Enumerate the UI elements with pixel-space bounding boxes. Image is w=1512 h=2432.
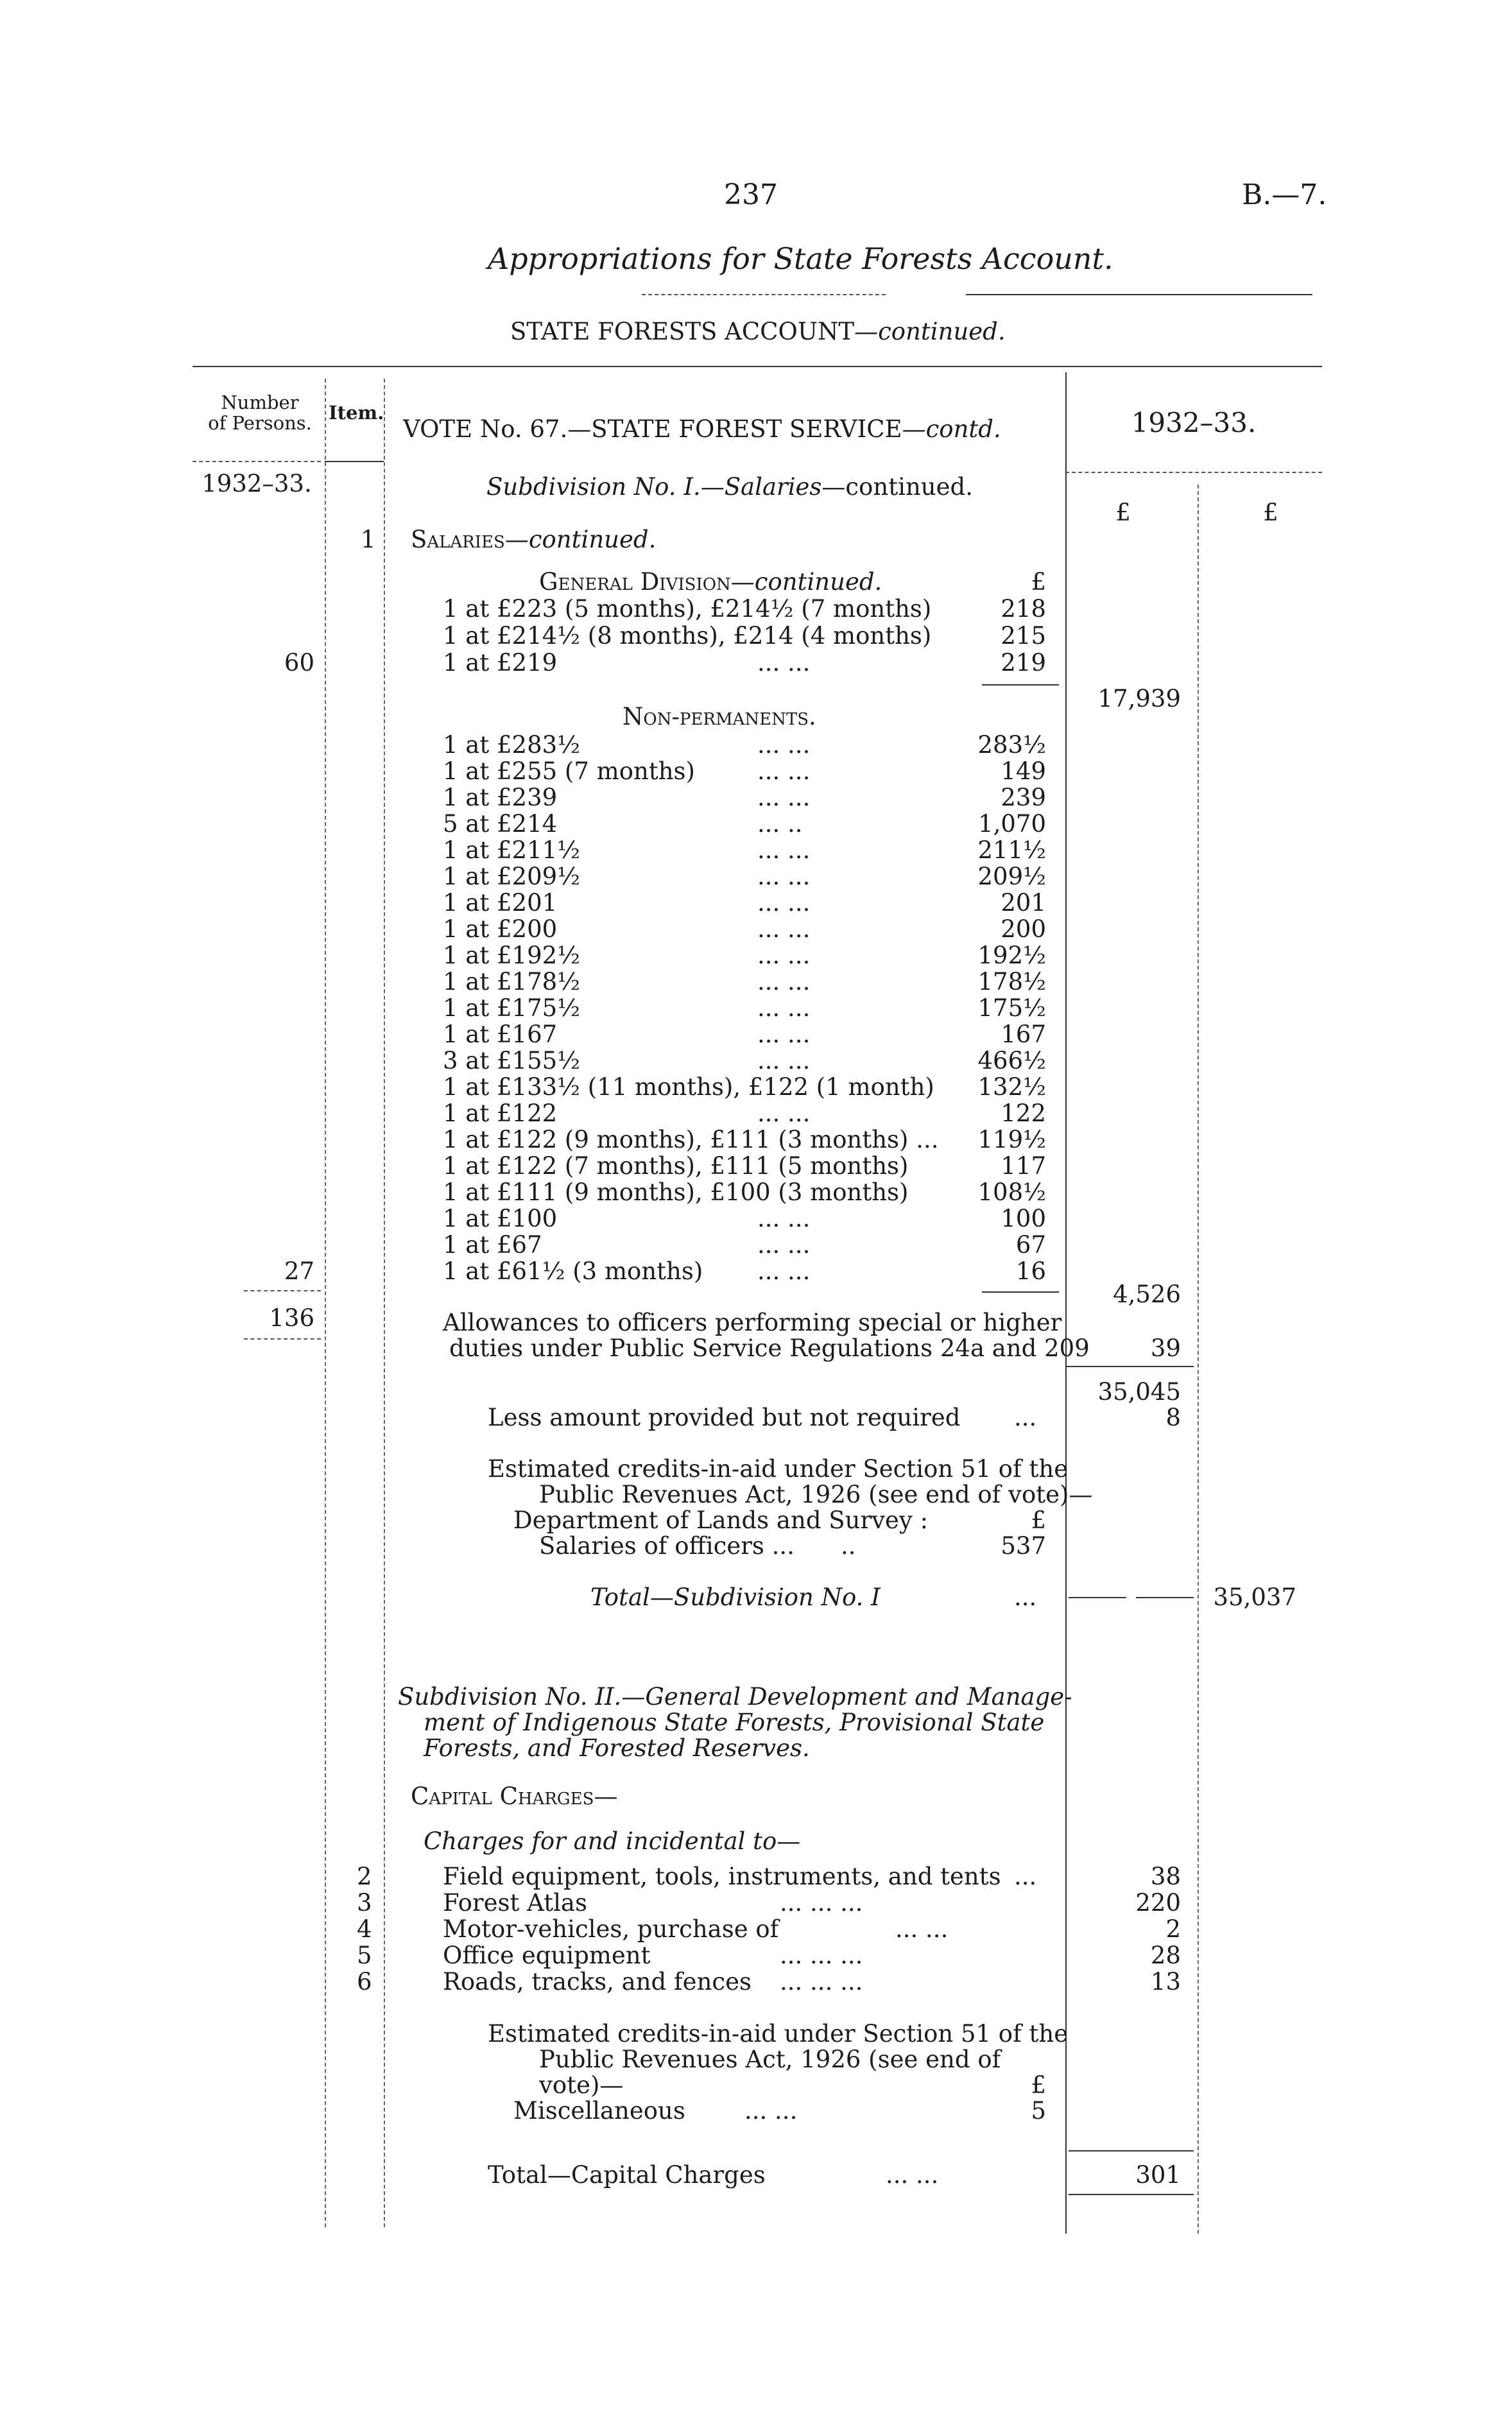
row-amount: 67 [1015,1231,1046,1259]
title-rule-right [966,294,1312,295]
row-description: 1 at £211½ [443,836,581,864]
item-number: 3 [357,1889,372,1917]
row-amount: 122 [1001,1100,1046,1127]
year-header: 1932–33. [1131,407,1257,438]
row-dots: ... ... [895,1915,949,1943]
credits-dots: .. [841,1532,856,1560]
row-dots: ... ... [757,649,811,677]
row-description: 1 at £167 [443,1021,558,1048]
persons-header-rule [193,461,321,462]
charges-for-heading: Charges for and incidental to— [424,1827,801,1855]
row-description: 1 at £61½ (3 months) [443,1257,703,1285]
section-subtitle: STATE FORESTS ACCOUNT—continued. [510,318,1006,345]
capital-charges-total-label: Total—Capital Charges [488,2161,766,2189]
item-number: 5 [357,1942,372,1969]
row-amount: 1,070 [978,810,1046,838]
row-dots: ... ... [757,1047,811,1074]
row-amount: 283½ [977,731,1046,759]
row-description: 1 at £219 [443,649,558,677]
allowances-line1: Allowances to officers performing special or higher [443,1309,1062,1336]
row-dots: ... ... ... [780,1968,863,1996]
row-amount: 132½ [977,1073,1046,1101]
credits-line3: Department of Lands and Survey : [513,1506,929,1534]
row-description: 1 at £175½ [443,994,581,1022]
subdivision-2-heading-line1: Subdivision No. II.—General Development and Manage- [398,1683,1072,1711]
row-amount: 108½ [977,1178,1046,1206]
row-dots: ... [1014,1863,1037,1890]
row-dots: ... ... [757,1100,811,1127]
row-description: 1 at £67 [443,1231,542,1259]
row-amount: 200 [1001,915,1046,943]
inner-amount-column-rule [1198,485,1199,2234]
row-amount: 149 [1001,757,1046,785]
title-rule [642,294,886,295]
general-division-persons: 60 [284,649,314,677]
row-amount: 201 [1001,889,1046,917]
persons-subtotal-rule [244,1290,321,1291]
row-description: Office equipment [443,1942,651,1969]
row-dots: ... ... [757,731,811,759]
less-amount-value: 8 [1165,1404,1181,1431]
row-description: 5 at £214 [443,810,558,838]
allowances-line2: duties under Public Service Regulations 24a and 209 [449,1334,1090,1362]
credits-line2: Public Revenues Act, 1926 (see end of vote)— [539,1481,1093,1508]
row-dots: ... ... ... [780,1942,863,1969]
salaries-heading: Salaries—continued. [411,526,657,553]
row-dots: ... .. [757,810,803,838]
allowances-amount: 39 [1150,1334,1181,1362]
row-amount: 2 [1165,1915,1181,1943]
item-header-rule [325,461,384,462]
row-amount: 239 [1001,784,1046,811]
row-amount: 117 [1001,1152,1046,1180]
row-dots: ... ... [757,968,811,996]
row-amount: 178½ [977,968,1046,996]
credits-line1: Estimated credits-in-aid under Section 51 of the [488,1455,1069,1483]
item-number: 2 [357,1863,372,1890]
row-description: Motor-vehicles, purchase of [443,1915,779,1943]
item-header: Item. [329,402,384,424]
capital-total-bottom-rule [1069,2194,1194,2195]
row-description: 1 at £214½ (8 months), £214 (4 months) [443,622,932,650]
row-dots: ... ... [757,836,811,864]
capital-charges-total: 301 [1135,2161,1181,2189]
table-top-rule [193,366,1322,367]
amount-column-rule [1065,372,1067,2234]
subdivision-2-heading-line2: ment of Indigenous State Forests, Provisional State [424,1709,1045,1736]
non-permanents-heading: Non-permanents. [623,703,816,730]
persons-header-line1: Number [221,392,299,413]
credits-pound-sign: £ [1031,1506,1046,1534]
miscellaneous-dots: ... ... [744,2097,798,2125]
row-dots: ... ... ... [780,1889,863,1917]
vote-heading: VOTE No. 67.—STATE FOREST SERVICE—contd. [403,415,1001,443]
row-amount: 211½ [977,836,1046,864]
gross-total: 35,045 [1097,1378,1181,1406]
page-title: Appropriations for State Forests Account. [488,241,1113,276]
row-description: 1 at £209½ [443,863,581,890]
capital-total-rule [1069,2150,1194,2152]
subdivision-2-heading-line3: Forests, and Forested Reserves. [424,1734,810,1762]
subdivision-1-total-label: Total—Subdivision No. I [590,1583,881,1611]
row-dots: ... ... [757,1231,811,1259]
row-amount: 209½ [977,863,1046,890]
capital-charges-heading: Capital Charges— [411,1782,618,1810]
row-dots: ... ... [757,863,811,890]
document-reference: B.—7. [1242,178,1327,211]
row-dots: ... ... [757,1021,811,1048]
row-description: 1 at £239 [443,784,558,811]
row-amount: 100 [1001,1205,1046,1232]
general-division-total: 17,939 [1097,685,1181,712]
total-dash-left [1069,1597,1126,1598]
row-description: 1 at £111 (9 months), £100 (3 months) [443,1178,909,1206]
row-dots: ... ... [757,942,811,969]
row-description: 1 at £122 [443,1100,558,1127]
non-permanents-persons: 27 [284,1257,314,1285]
row-description: 1 at £178½ [443,968,581,996]
row-amount: 215 [1001,622,1046,650]
row-description: 1 at £122 (9 months), £111 (3 months) ... [443,1126,939,1153]
credits-line4: Salaries of officers ... [539,1532,795,1560]
row-dots: ... ... [757,784,811,811]
item-number: 1 [361,526,376,553]
pound-column1: £ [1115,499,1131,526]
persons-year: 1932–33. [202,470,312,497]
row-amount: 38 [1150,1863,1181,1890]
row-amount: 16 [1015,1257,1046,1285]
row-dots: ... ... [757,889,811,917]
row-dots: ... ... [757,915,811,943]
less-amount-dots: ... [1014,1404,1037,1431]
row-amount: 28 [1150,1942,1181,1969]
less-amount-label: Less amount provided but not required [488,1404,961,1431]
non-permanents-total: 4,526 [1113,1281,1181,1308]
general-subtotal-rule [982,684,1059,686]
row-description: Field equipment, tools, instruments, and tents [443,1863,1001,1890]
total-persons-rule [244,1338,321,1340]
capital-charges-total-dots: ... ... [886,2161,939,2189]
sub2-credits-line1: Estimated credits-in-aid under Section 51 of the [488,2020,1069,2048]
row-description: 3 at £155½ [443,1047,581,1074]
row-amount: 13 [1150,1968,1181,1996]
row-description: Forest Atlas [443,1889,587,1917]
row-description: 1 at £100 [443,1205,558,1232]
row-description: 1 at £192½ [443,942,581,969]
row-description: 1 at £283½ [443,731,581,759]
row-amount: 167 [1001,1021,1046,1048]
general-division-heading: General Division—continued. [539,568,882,596]
subdivision-1-total-dots: ... [1014,1583,1037,1611]
row-description: 1 at £133½ (11 months), £122 (1 month) [443,1073,934,1101]
amount-pound-sign: £ [1031,568,1046,596]
row-description: 1 at £255 (7 months) [443,757,695,785]
row-amount: 466½ [977,1047,1046,1074]
row-amount: 219 [1001,649,1046,677]
non-permanents-subtotal-rule [982,1291,1059,1293]
total-persons: 136 [269,1304,314,1332]
miscellaneous-label: Miscellaneous [513,2097,685,2125]
row-dots: ... ... [757,1205,811,1232]
row-amount: 220 [1135,1889,1181,1917]
sub2-credits-line2: Public Revenues Act, 1926 (see end of [539,2046,1001,2073]
total-dash-right [1136,1597,1194,1598]
credits-amount: 537 [1001,1532,1046,1560]
sub2-credits-line3: vote)— [539,2071,624,2099]
row-description: 1 at £200 [443,915,558,943]
row-dots: ... ... [757,994,811,1022]
gross-rule [1065,1366,1194,1367]
item-number: 4 [357,1915,372,1943]
row-description: Roads, tracks, and fences [443,1968,752,1996]
row-amount: 119½ [977,1126,1046,1153]
sub2-credits-pound-sign: £ [1031,2071,1046,2099]
pound-column2: £ [1263,499,1278,526]
item-number: 6 [357,1968,372,1996]
row-amount: 192½ [977,942,1046,969]
row-dots: ... ... [757,1257,811,1285]
subdivision-1-total: 35,037 [1213,1583,1296,1611]
row-description: 1 at £223 (5 months), £214½ (7 months) [443,595,932,623]
row-amount: 218 [1001,595,1046,623]
row-description: 1 at £122 (7 months), £111 (5 months) [443,1152,909,1180]
page-number: 237 [724,178,778,211]
persons-header-line2: of Persons. [208,412,312,434]
row-description: 1 at £201 [443,889,558,917]
row-dots: ... ... [757,757,811,785]
subdivision-1-heading: Subdivision No. I.—Salaries—continued. [486,473,973,501]
miscellaneous-amount: 5 [1031,2097,1046,2125]
persons-column-rule [325,379,326,2227]
item-column-rule [384,379,385,2227]
row-amount: 175½ [977,994,1046,1022]
year-header-rule [1065,472,1322,473]
